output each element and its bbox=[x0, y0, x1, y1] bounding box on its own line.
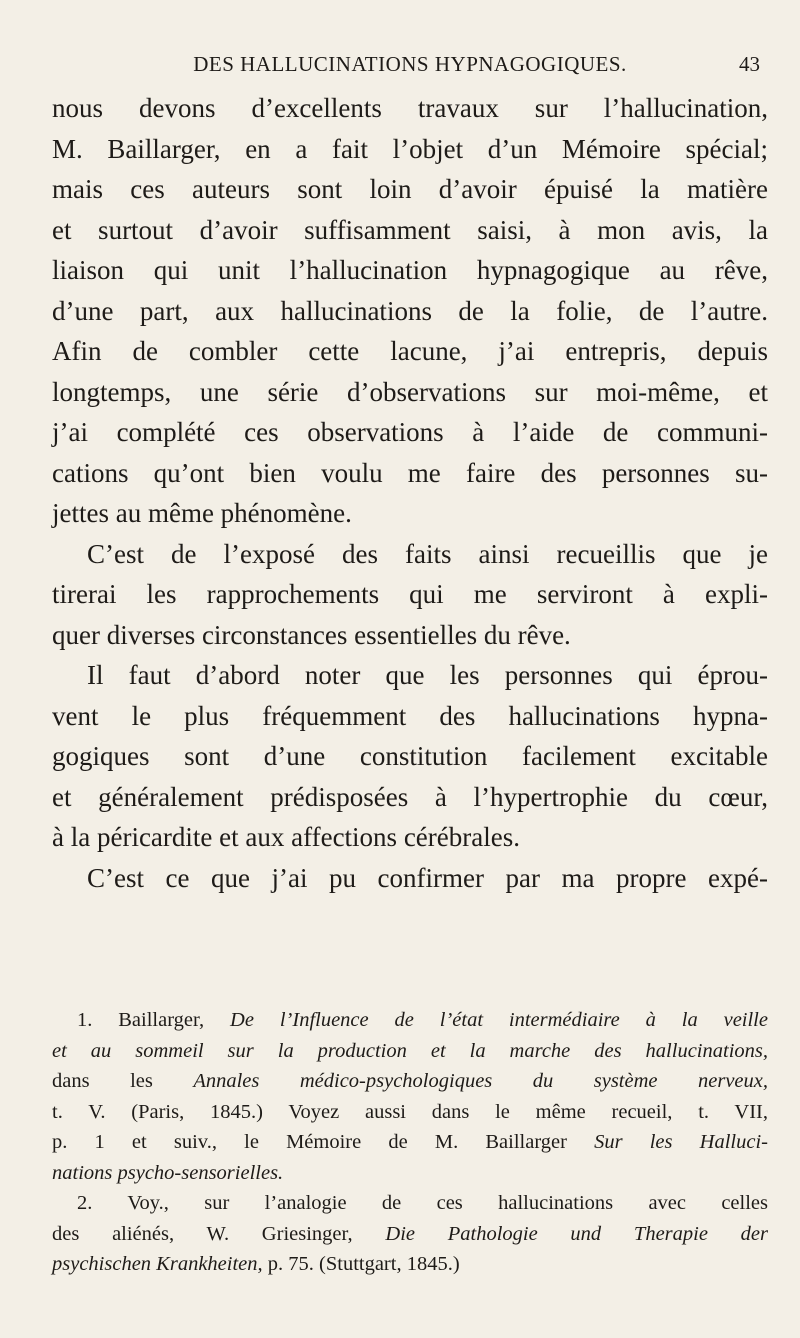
footnote-1-line: t. V. (Paris, 1845.) Voyez aussi dans le même recueil, t. VII, bbox=[52, 1100, 768, 1123]
page-header bbox=[60, 52, 760, 82]
body-line: longtemps, une série d’observations sur moi-même, et bbox=[52, 376, 768, 407]
body-line: liaison qui unit l’hallucination hypnagogique au rêve, bbox=[52, 255, 768, 285]
footnote-2-title: Die Pathologie und Therapie der bbox=[385, 1222, 769, 1245]
body-line: M. Baillarger, en a fait l’objet d’un Mémoire spécial; bbox=[52, 133, 768, 164]
body-line: quer diverses circonstances essentielles du rêve. bbox=[52, 619, 571, 650]
footnote-1-title: nations psycho-sensorielles. bbox=[52, 1161, 284, 1184]
body-line: nous devons d’excellents travaux sur l’hallucination, bbox=[52, 93, 768, 123]
body-line: j’ai complété ces observations à l’aide de communi- bbox=[52, 417, 768, 447]
footnote-2-text: des aliénés, W. Griesinger, bbox=[52, 1222, 386, 1245]
footnote-2-title: psychischen Krankheiten, bbox=[52, 1253, 263, 1275]
footnote-2-line bbox=[52, 1249, 768, 1280]
body-line: gogiques sont d’une constitution facilement excitable bbox=[52, 741, 768, 771]
body-line: Afin de combler cette lacune, j’ai entrepris, depuis bbox=[52, 336, 768, 366]
footnote-1-journal: Annales médico-psychologiques du système nerveux, bbox=[193, 1070, 768, 1092]
footnotes bbox=[52, 1005, 768, 1280]
body-line: tirerai les rapprochements qui me serviront à expli- bbox=[52, 579, 768, 609]
footnote-1-line bbox=[52, 1158, 768, 1189]
body-text bbox=[52, 88, 768, 898]
page-number: 43 bbox=[739, 52, 760, 76]
body-line: Il faut d’abord noter que les personnes qui éprou- bbox=[87, 660, 768, 690]
body-line: d’une part, aux hallucinations de la folie, de l’autre. bbox=[52, 295, 768, 326]
footnote-1-text: p. 1 et suiv., le Mémoire de M. Baillarger bbox=[52, 1131, 595, 1153]
running-head: DES HALLUCINATIONS HYPNAGOGIQUES. bbox=[193, 52, 627, 76]
footnote-2-text: p. 75. (Stuttgart, 1845.) bbox=[262, 1253, 460, 1275]
footnote-1-line bbox=[52, 1127, 768, 1158]
body-line: C’est ce que j’ai pu confirmer par ma propre expé- bbox=[87, 862, 768, 893]
footnote-1-line bbox=[52, 1036, 768, 1067]
footnote-1-text: dans les bbox=[52, 1070, 194, 1092]
body-line: mais ces auteurs sont loin d’avoir épuisé la matière bbox=[52, 174, 768, 204]
footnote-1-title: De l’Influence de l’état intermédiaire à la veille bbox=[230, 1009, 768, 1031]
footnote-1-text: 1. Baillarger, bbox=[77, 1009, 231, 1031]
footnote-1-title: et au sommeil sur la production et la marche des hallucinations, bbox=[52, 1039, 768, 1062]
footnote-1-line bbox=[52, 1005, 768, 1036]
body-line: C’est de l’exposé des faits ainsi recueillis que je bbox=[87, 538, 768, 569]
body-line: cations qu’ont bien voulu me faire des personnes su- bbox=[52, 457, 768, 488]
footnote-1-title: Sur les Halluci- bbox=[594, 1131, 768, 1153]
footnote-2-line: 2. Voy., sur l’analogie de ces hallucinations avec celles bbox=[77, 1192, 768, 1214]
footnote-2-line bbox=[52, 1219, 768, 1250]
body-line: jettes au même phénomène. bbox=[52, 498, 352, 528]
footnote-1-line bbox=[52, 1066, 768, 1097]
body-line: et surtout d’avoir suffisamment saisi, à mon avis, la bbox=[52, 214, 768, 245]
body-line: à la péricardite et aux affections cérébrales. bbox=[52, 822, 520, 852]
body-line: vent le plus fréquemment des hallucinations hypna- bbox=[52, 700, 768, 731]
body-line: et généralement prédisposées à l’hypertrophie du cœur, bbox=[52, 781, 768, 812]
